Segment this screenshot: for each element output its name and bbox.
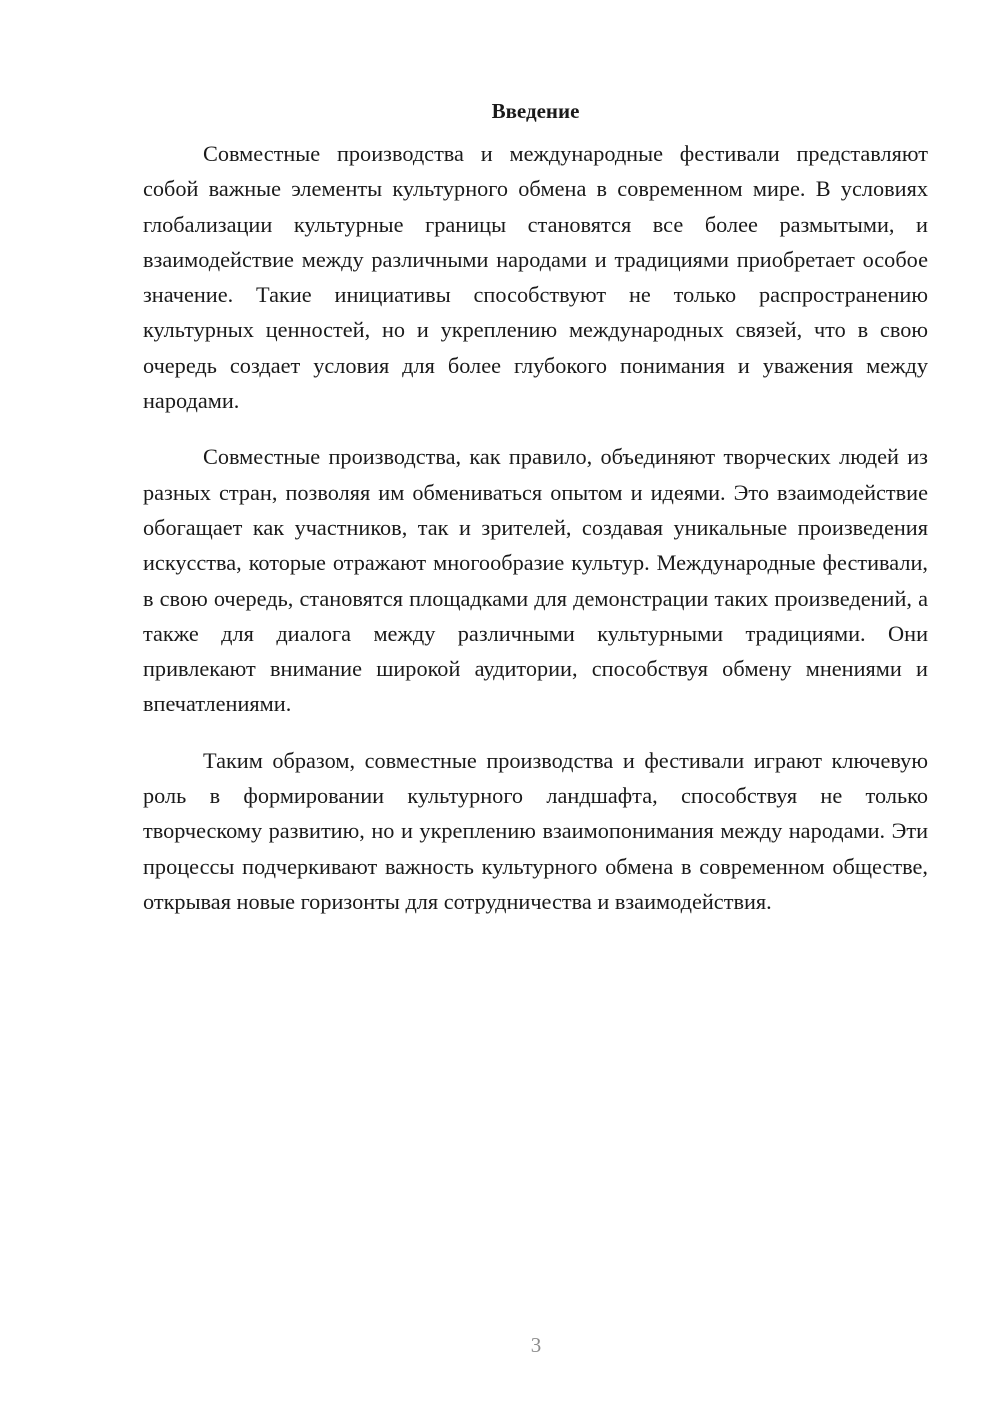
page-content bbox=[143, 96, 928, 940]
paragraph-2: Совместные производства, как правило, объединяют творческих людей из разных стран, позволяя им обмениваться опытом и идеями. Это взаимодействие обогащает как участников, так и зрителей, создавая уникальные произведения искусства, которые отражают многообразие культур. Международные фестивали, в свою очередь, становятся площадками для демонстрации таких произведений, а также для диалога между различными культурными традициями. Они привлекают внимание широкой аудитории, способствуя обмену мнениями и впечатлениями. bbox=[143, 444, 928, 717]
paragraph-3: Таким образом, совместные производства и фестивали играют ключевую роль в формировании культурного ландшафта, способствуя не только творческому развитию, но и укреплению взаимопонимания между народами. Эти процессы подчеркивают важность культурного обмена в современном обществе, открывая новые горизонты для сотрудничества и взаимодействия. bbox=[143, 747, 928, 914]
paragraph-1: Совместные производства и международные фестивали представляют собой важные элементы культурного обмена в современном мире. В условиях глобализации культурные границы становятся все более размытыми, и взаимодействие между различными народами и традициями приобретает особое значение. Такие инициативы способствуют не только распространению культурных ценностей, но и укреплению международных связей, что в свою очередь создает условия для более глубокого понимания и уважения между народами. bbox=[143, 141, 928, 414]
page-number: 3 bbox=[530, 1333, 542, 1357]
section-title: Введение bbox=[491, 99, 580, 123]
